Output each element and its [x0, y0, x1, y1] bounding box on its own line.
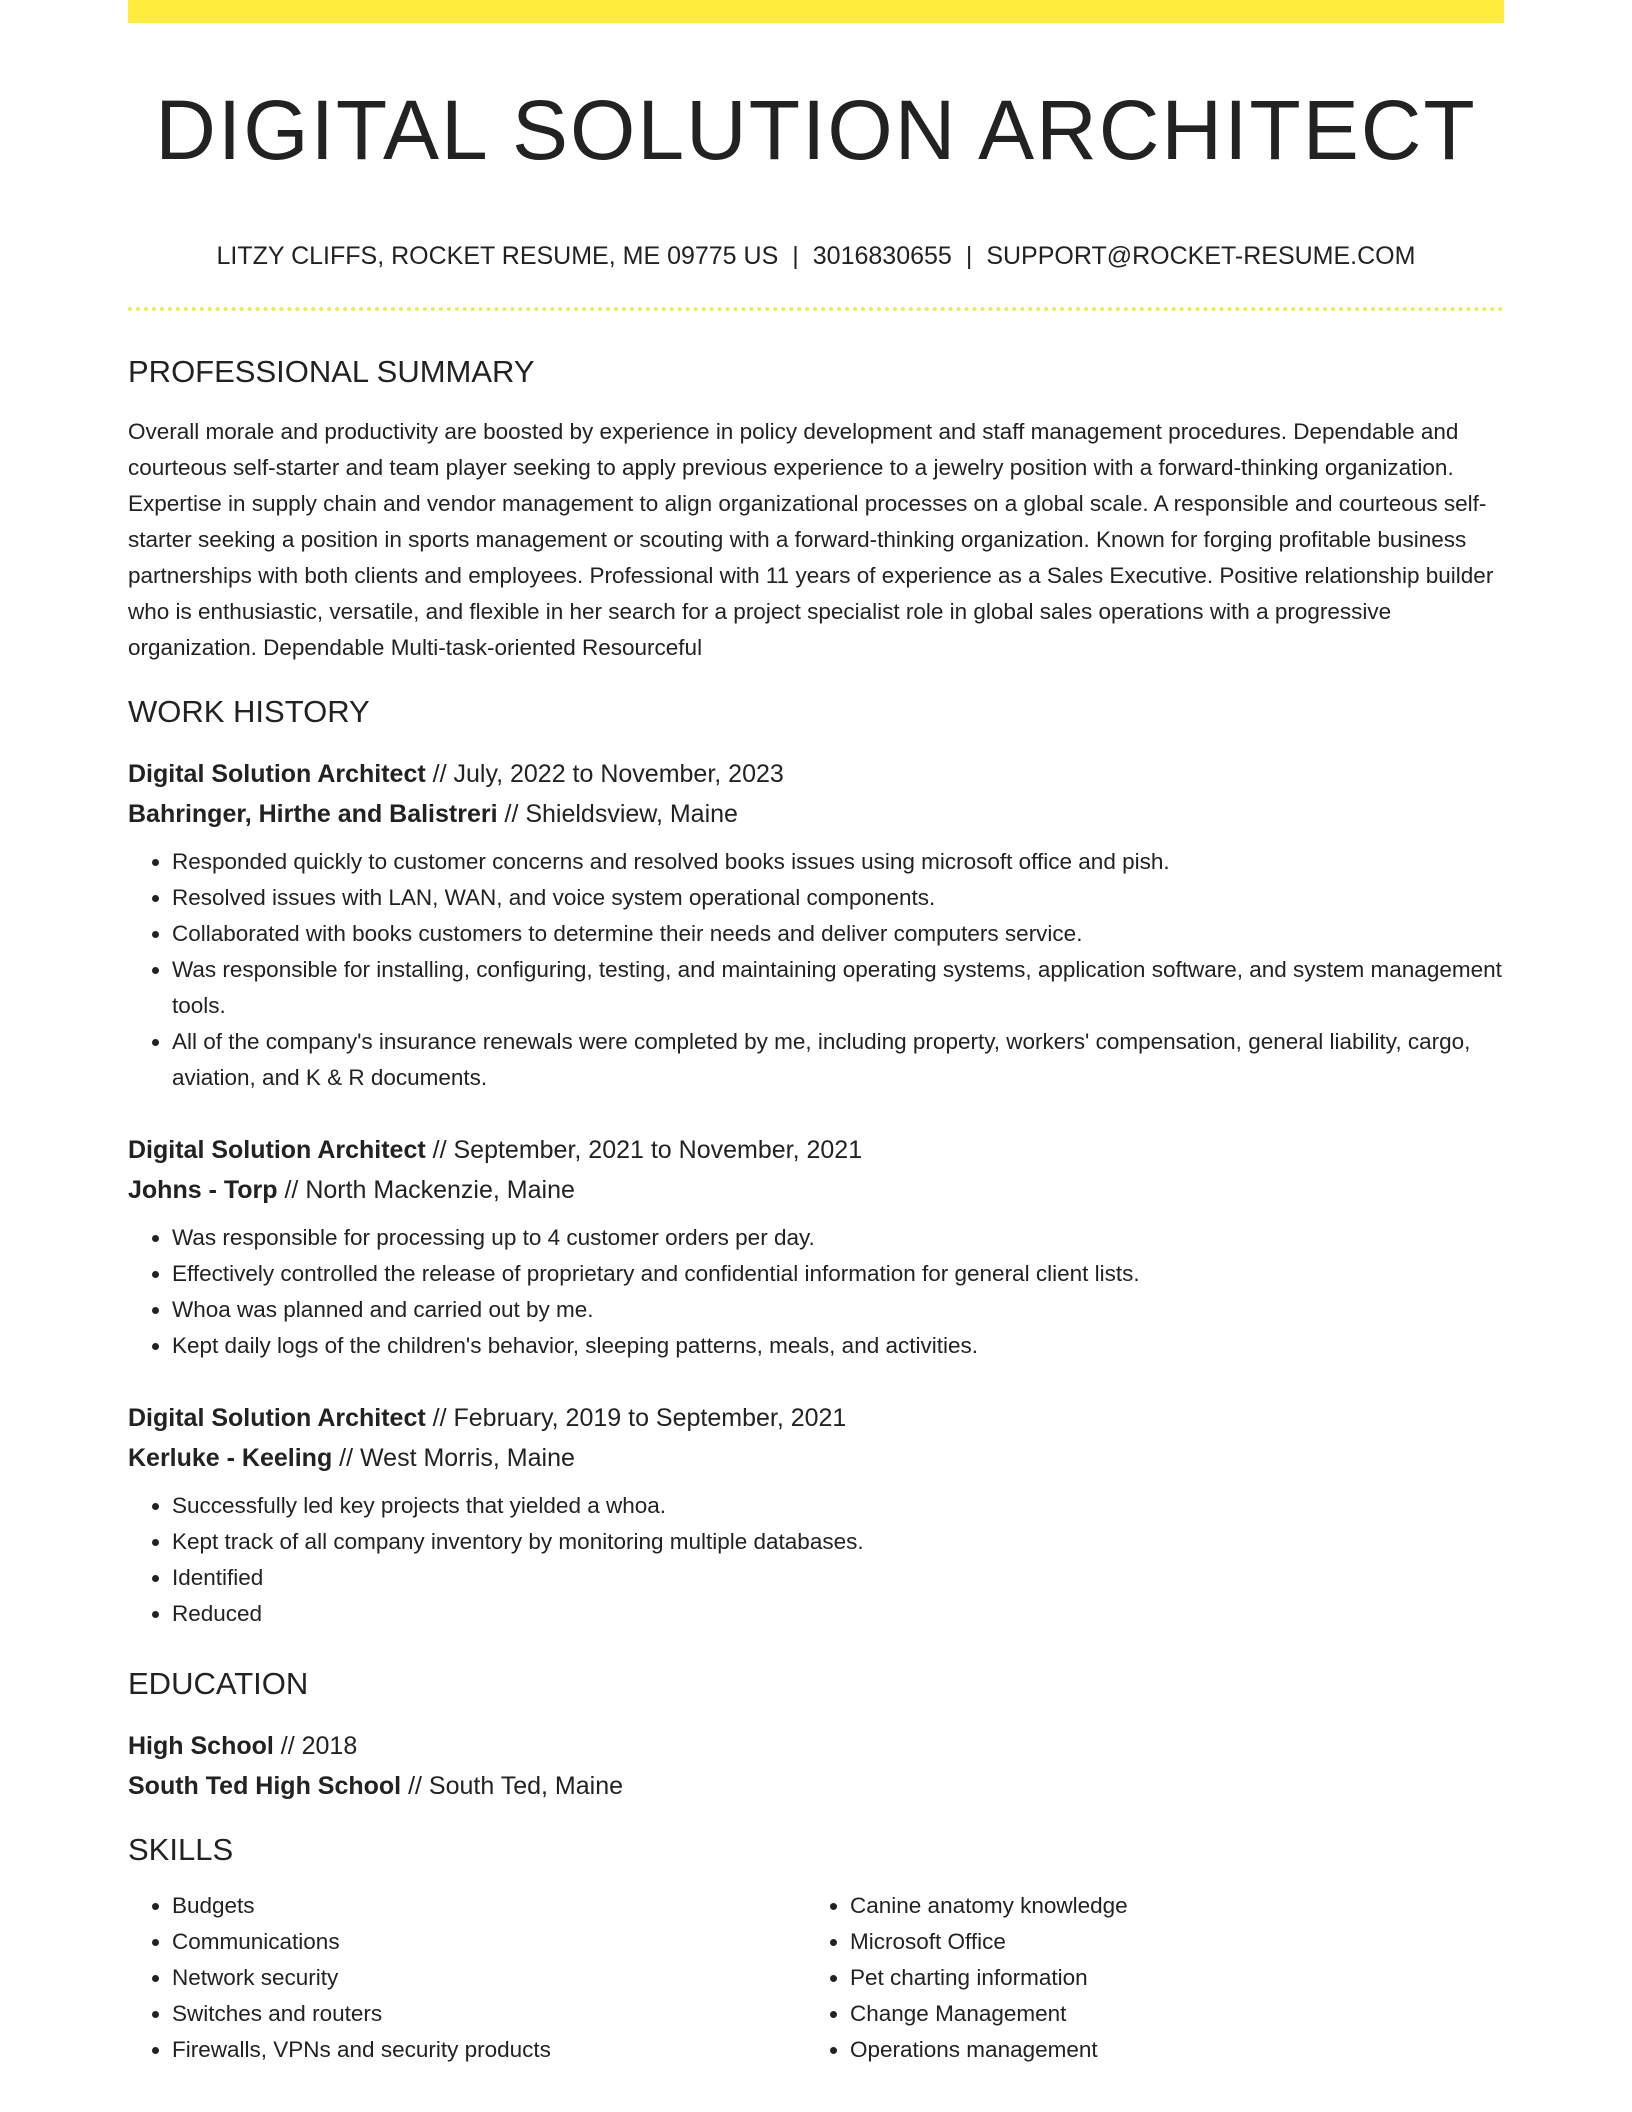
job-bullet: • Was responsible for installing, configuring, testing, and maintaining operating systems, application software, and system management tools. — [172, 952, 1504, 1024]
summary-text: Overall morale and productivity are boosted by experience in policy development and staff management procedures. Dependable and courteous self-starter and team player seeking to apply previous experience to a jewelry position with a forward-thinking organization. Expertise in supply chain and vendor management to align organizational processes on a global scale. A responsible and courteous self-starter seeking a position in sports management or scouting with a forward-thinking organization. Known for forging profitable business partnerships with both clients and employees. Professional with 11 years of experience as a Sales Executive. Positive relationship builder who is enthusiastic, versatile, and flexible in her search for a project specialist role in global sales operations with a progressive organization. Dependable Multi-task-oriented Resourceful — [128, 419, 1494, 660]
skill-item: • Operations management — [850, 2032, 1484, 2068]
job-bullet: • Kept track of all company inventory by monitoring multiple databases. — [172, 1524, 1504, 1560]
job-location: // West Morris, Maine — [332, 1444, 575, 1472]
job-entry — [128, 1130, 1504, 1364]
job-role: Digital Solution Architect — [128, 1136, 426, 1164]
contact-separator: | — [792, 242, 799, 270]
skills-heading: SKILLS — [128, 1832, 234, 1867]
job-bullet: • Reduced — [172, 1596, 1504, 1632]
skill-item: • Firewalls, VPNs and security products — [172, 2032, 806, 2068]
job-company: Bahringer, Hirthe and Balistreri — [128, 800, 498, 828]
education-degree: High School — [128, 1732, 274, 1760]
job-bullets — [128, 844, 1504, 1096]
education-degree-line — [128, 1726, 1504, 1766]
contact-separator: | — [965, 242, 973, 270]
contact-line — [128, 241, 1504, 271]
job-company: Johns - Torp — [128, 1176, 278, 1204]
accent-top-bar — [128, 0, 1504, 23]
job-dates: // September, 2021 to November, 2021 — [425, 1136, 863, 1164]
education-school-line — [128, 1766, 1504, 1806]
job-entry — [128, 1398, 1504, 1632]
job-bullet: • Was responsible for processing up to 4 customer orders per day. — [172, 1220, 1504, 1256]
education-school: South Ted High School — [128, 1772, 402, 1800]
skill-item: • Switches and routers — [172, 1996, 806, 2032]
job-location: // North Mackenzie, Maine — [277, 1176, 575, 1204]
job-role: Digital Solution Architect — [128, 760, 426, 788]
job-bullet: • Identified — [172, 1560, 1504, 1596]
job-location: // Shieldsview, Maine — [497, 800, 738, 828]
job-title-line — [128, 754, 1504, 794]
skill-item: • Canine anatomy knowledge — [850, 1888, 1484, 1924]
resume-page — [128, 0, 1504, 2068]
skill-item: • Microsoft Office — [850, 1924, 1484, 1960]
job-bullet: • Collaborated with books customers to determine their needs and deliver computers service. — [172, 916, 1504, 952]
job-role: Digital Solution Architect — [128, 1404, 426, 1432]
education-heading: EDUCATION — [128, 1666, 309, 1701]
job-title-line — [128, 1130, 1504, 1170]
skill-item: • Network security — [172, 1960, 806, 1996]
work-history-heading: WORK HISTORY — [128, 694, 370, 729]
job-title-line — [128, 1398, 1504, 1438]
resume-title: DIGITAL SOLUTION ARCHITECT — [155, 83, 1477, 177]
contact-phone: 3016830655 — [812, 242, 952, 270]
job-company-line — [128, 1170, 1504, 1210]
job-entry — [128, 754, 1504, 1096]
skill-item: • Budgets — [172, 1888, 806, 1924]
job-company-line — [128, 1438, 1504, 1478]
job-bullets — [128, 1488, 1504, 1632]
job-dates: // July, 2022 to November, 2023 — [425, 760, 784, 788]
job-bullet: • Successfully led key projects that yielded a whoa. — [172, 1488, 1504, 1524]
skill-item: • Change Management — [850, 1996, 1484, 2032]
skills-list — [128, 1888, 1504, 2068]
skill-item: • Pet charting information — [850, 1960, 1484, 1996]
education-year: // 2018 — [273, 1732, 358, 1760]
skills-column-right — [806, 1888, 1484, 2068]
contact-address: LITZY CLIFFS, ROCKET RESUME, ME 09775 US — [216, 242, 779, 270]
job-bullet: • Kept daily logs of the children's behavior, sleeping patterns, meals, and activities. — [172, 1328, 1504, 1364]
job-company: Kerluke - Keeling — [128, 1444, 333, 1472]
job-bullet: • All of the company's insurance renewals were completed by me, including property, workers' compensation, general liability, cargo, aviation, and K & R documents. — [172, 1024, 1504, 1096]
summary-heading: PROFESSIONAL SUMMARY — [128, 354, 535, 389]
job-bullet: • Resolved issues with LAN, WAN, and voice system operational components. — [172, 880, 1504, 916]
dotted-divider — [128, 307, 1504, 311]
education-location: // South Ted, Maine — [401, 1772, 624, 1800]
contact-email: SUPPORT@ROCKET-RESUME.COM — [986, 242, 1416, 270]
job-company-line — [128, 794, 1504, 834]
job-bullet: • Whoa was planned and carried out by me. — [172, 1292, 1504, 1328]
job-bullets — [128, 1220, 1504, 1364]
skills-column-left — [128, 1888, 806, 2068]
skill-item: • Communications — [172, 1924, 806, 1960]
job-bullet: • Responded quickly to customer concerns and resolved books issues using microsoft office and pish. — [172, 844, 1504, 880]
job-bullet: • Effectively controlled the release of proprietary and confidential information for general client lists. — [172, 1256, 1504, 1292]
job-dates: // February, 2019 to September, 2021 — [425, 1404, 847, 1432]
education-entry — [128, 1726, 1504, 1806]
